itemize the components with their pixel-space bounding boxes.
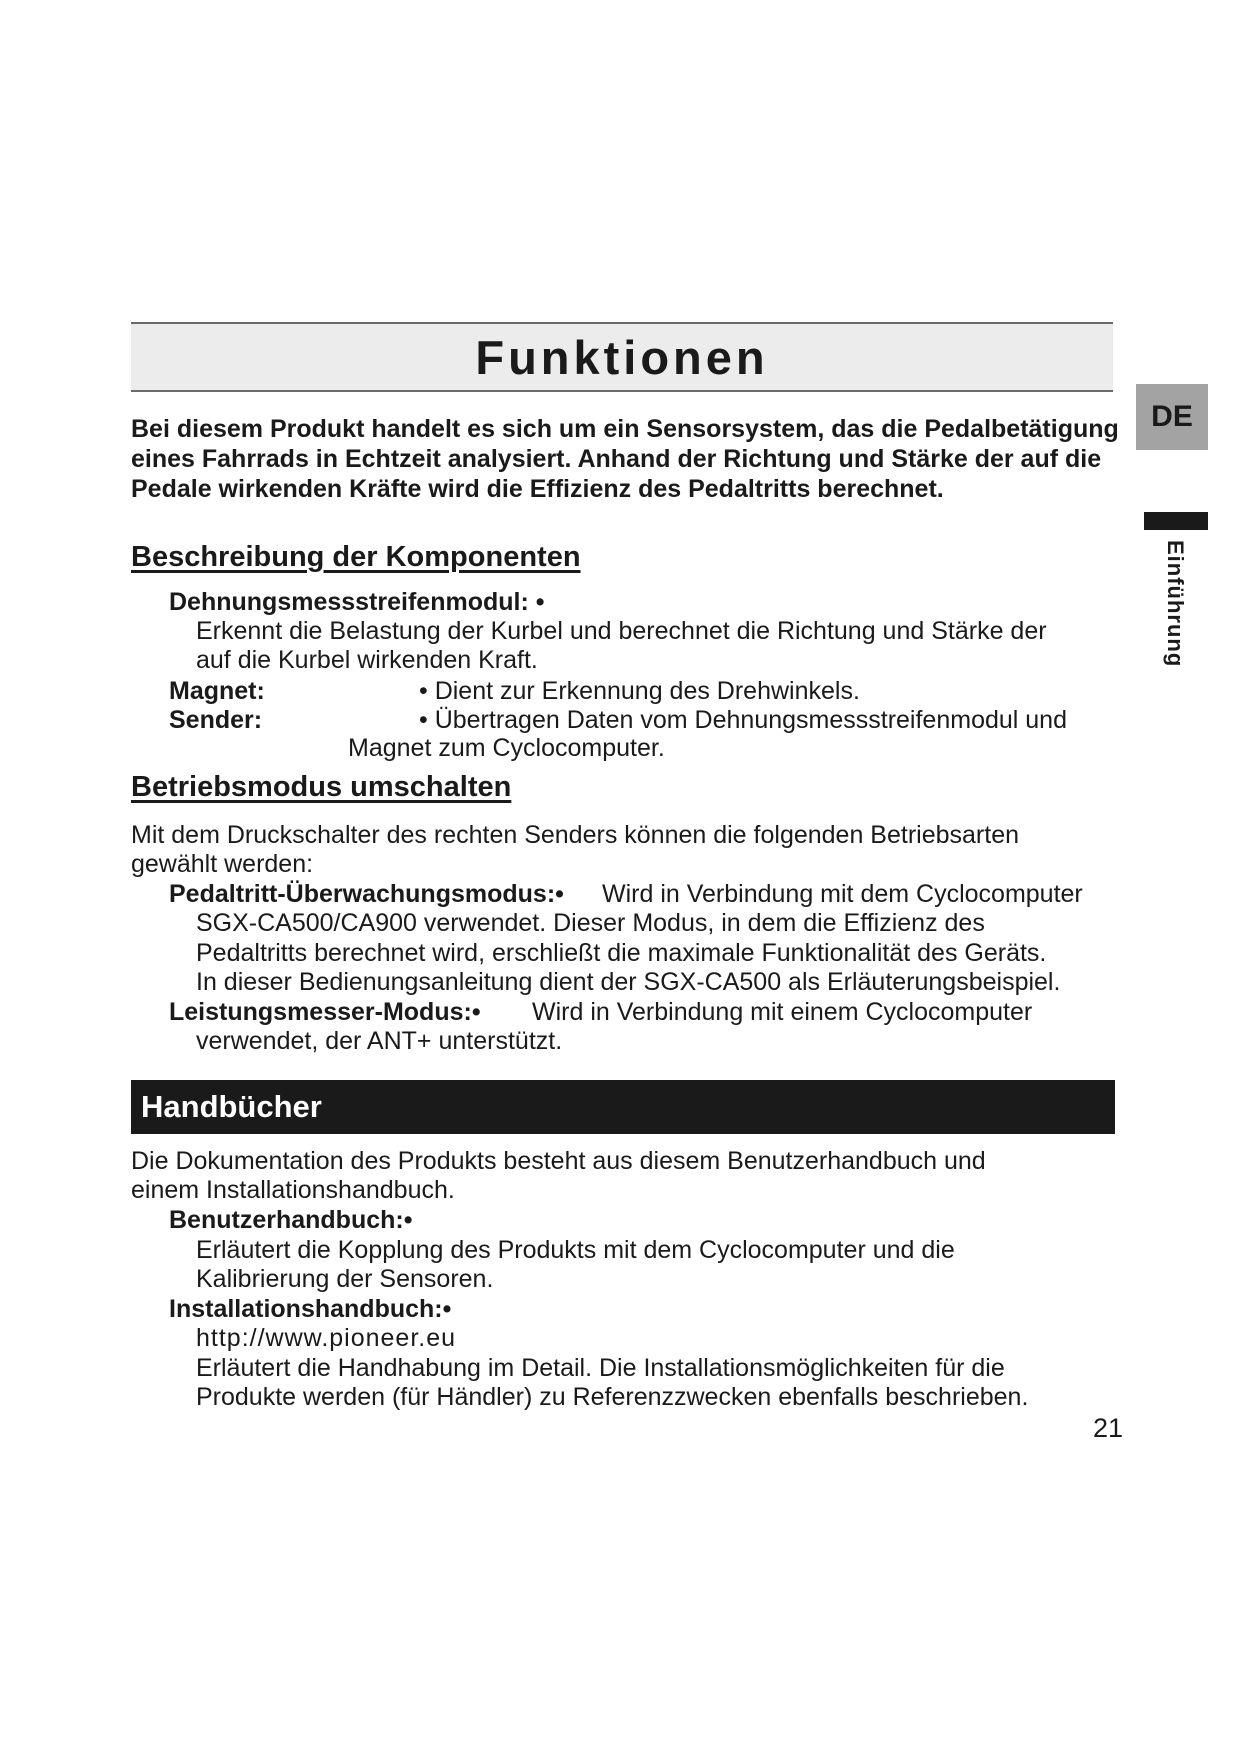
magnet-label: Magnet: bbox=[169, 677, 265, 705]
language-tab: DE bbox=[1136, 384, 1208, 450]
install-manual-line2: Produkte werden (für Händler) zu Referenzzwecken ebenfalls beschrieben. bbox=[196, 1383, 1029, 1411]
sender-desc-line1: • Übertragen Daten vom Dehnungsmessstreifenmodul und bbox=[419, 706, 1067, 734]
power-mode-line2: verwendet, der ANT+ unterstützt. bbox=[196, 1027, 563, 1055]
components-heading: Beschreibung der Komponenten bbox=[131, 541, 581, 573]
pedal-mode-label: Pedaltritt-Überwachungsmodus:• bbox=[169, 880, 564, 908]
manuals-intro-line2: einem Installationshandbuch. bbox=[131, 1176, 455, 1204]
sender-label: Sender: bbox=[169, 706, 263, 734]
mode-intro-line2: gewählt werden: bbox=[131, 850, 314, 878]
user-manual-line1: Erläutert die Kopplung des Produkts mit dem Cyclocomputer und die bbox=[196, 1236, 955, 1264]
mode-heading: Betriebsmodus umschalten bbox=[131, 771, 512, 803]
install-manual-url[interactable]: http://www.pioneer.eu bbox=[196, 1324, 457, 1352]
intro-paragraph: Bei diesem Produkt handelt es sich um ein Sensorsystem, das die Pedalbetätigung eines Fahrrads in Echtzeit analysiert. Anhand der Richtung und Stärke der auf die Pedale wirkenden Kräfte wird die Effizienz des Pedaltritts berechnet. bbox=[131, 415, 1119, 503]
user-manual-line2: Kalibrierung der Sensoren. bbox=[196, 1265, 494, 1293]
install-manual-label: Installationshandbuch:• bbox=[169, 1295, 452, 1323]
magnet-desc: • Dient zur Erkennung des Drehwinkels. bbox=[419, 677, 860, 705]
pedal-mode-line2: SGX-CA500/CA900 verwendet. Dieser Modus, in dem die Effizienz des bbox=[196, 909, 985, 937]
power-mode-label: Leistungsmesser-Modus:• bbox=[169, 998, 481, 1026]
section-label: Einführung bbox=[1163, 540, 1188, 668]
page-title: Funktionen bbox=[131, 322, 1113, 392]
strain-gauge-label: Dehnungsmessstreifenmodul: • bbox=[169, 588, 545, 616]
pedal-mode-line4: In dieser Bedienungsanleitung dient der SGX-CA500 als Erläuterungsbeispiel. bbox=[196, 968, 1061, 996]
sender-desc-line2: Magnet zum Cyclocomputer. bbox=[348, 734, 665, 762]
manuals-heading-bar bbox=[131, 1080, 1115, 1134]
manuals-intro-line1: Die Dokumentation des Produkts besteht aus diesem Benutzerhandbuch und bbox=[131, 1147, 986, 1175]
strain-gauge-desc-line2: auf die Kurbel wirkenden Kraft. bbox=[196, 646, 538, 674]
install-manual-line1: Erläutert die Handhabung im Detail. Die Installationsmöglichkeiten für die bbox=[196, 1354, 1005, 1382]
strain-gauge-desc-line1: Erkennt die Belastung der Kurbel und berechnet die Richtung und Stärke der bbox=[196, 617, 1047, 645]
mode-intro-line1: Mit dem Druckschalter des rechten Senders können die folgenden Betriebsarten bbox=[131, 821, 1020, 849]
pedal-mode-line3: Pedaltritts berechnet wird, erschließt die maximale Funktionalität des Geräts. bbox=[196, 939, 1047, 967]
user-manual-label: Benutzerhandbuch:• bbox=[169, 1206, 413, 1234]
pedal-mode-line1: Wird in Verbindung mit dem Cyclocomputer bbox=[602, 880, 1083, 908]
power-mode-line1: Wird in Verbindung mit einem Cyclocomputer bbox=[532, 998, 1033, 1026]
section-marker bbox=[1144, 512, 1208, 530]
manuals-heading: Handbücher bbox=[141, 1089, 322, 1124]
page-number: 21 bbox=[1093, 1413, 1124, 1443]
